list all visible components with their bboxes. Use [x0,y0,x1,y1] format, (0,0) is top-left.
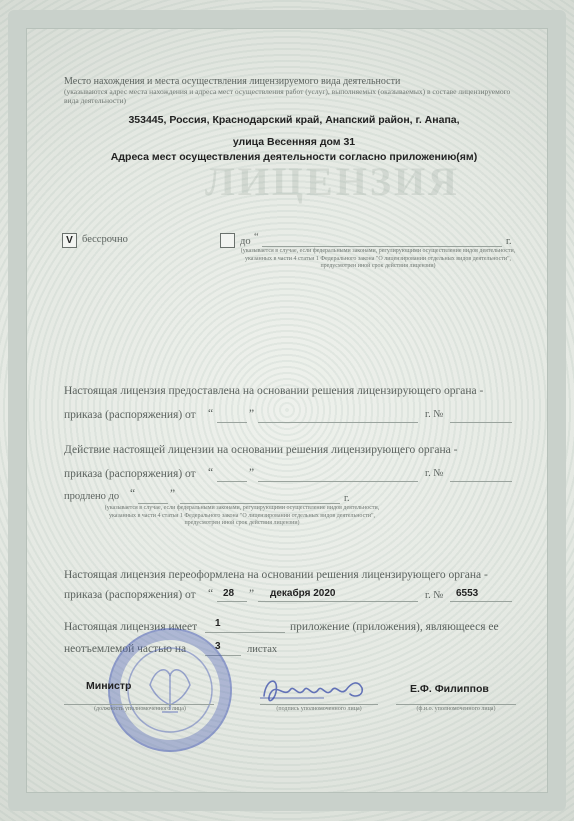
reissue-quote-open: “ [208,588,214,600]
reissue-day-line [217,601,247,602]
indefinite-label: бессрочно [82,234,128,245]
grant-number-line [450,422,512,423]
address-line-1: 353445, Россия, Краснодарский край, Анапский район, г. Анапа, [128,114,460,126]
appendix-line-start: Настоящая лицензия имеет [64,621,198,633]
until-quote: “ [254,232,259,243]
location-title-text: Место нахождения и места осуществления лицензируемого вида деятельности [64,76,401,87]
validity-quote-close: ” [249,467,255,479]
extended-month-line [180,503,340,504]
until-year-suffix: г. [506,236,512,247]
address-line-2: улица Весенняя дом 31 [232,136,356,148]
until-label: до [240,236,251,247]
grant-quote-open: “ [208,408,214,420]
grant-year-no: г. № [425,409,444,420]
reissue-number: 6553 [456,588,479,599]
name-line [396,704,516,705]
extended-year-suffix: г. [344,493,350,504]
reissue-no-label: г. № [425,590,444,601]
validity-line-1: Действие настоящей лицензии на основании решения лицензирующего органа - [64,444,458,456]
reissue-day: 28 [223,588,235,599]
signer-position: Министр [86,680,132,692]
name-caption: (ф.и.о. уполномоченного лица) [416,706,496,712]
validity-year-no: г. № [425,468,444,479]
signature-caption: (подпись уполномоченного лица) [276,706,362,712]
validity-month-line [258,481,418,482]
reissue-month-year: декабря 2020 [270,588,336,599]
extended-day-line [138,503,168,504]
indefinite-checkbox[interactable]: V [62,233,77,248]
location-title [64,76,524,87]
grant-quote-close: ” [249,408,255,420]
extended-label: продлено до [64,491,120,502]
until-checkbox[interactable] [220,233,235,248]
reissue-number-line [450,601,512,602]
grant-line-1: Настоящая лицензия предоставлена на основании решения лицензирующего органа - [64,385,484,397]
position-caption: (должность уполномоченного лица) [94,706,186,712]
appendix-line-2-start: неотъемлемой частью на [64,643,187,655]
signer-name: Е.Ф. Филиппов [410,683,489,695]
show-through-heading: ЛИЦЕНЗИЯ [205,159,460,204]
appendix-pages-label: листах [247,644,278,655]
validity-number-line [450,481,512,482]
grant-order-label: приказа (распоряжения) от [64,409,196,421]
reissue-line-1: Настоящая лицензия переоформлена на основании решения лицензирующего органа - [64,569,488,581]
address-line-3: Адреса мест осуществления деятельности согласно приложению(ям) [110,151,478,163]
validity-order-label: приказа (распоряжения) от [64,468,196,480]
extended-quote-open: “ [130,488,136,500]
validity-note: (указывается в случае, если федеральными законами, регулирующими осуществление видов деятельности, указанных в части 4 статьи 1 Федерального закона "О лицензировании отдельных видов деятельности", предусмотрен иной срок действия лицензии) [104,505,380,526]
until-date-line [262,246,502,247]
grant-day-line [217,422,247,423]
validity-day-line [217,481,247,482]
signature-line [260,704,378,705]
appendix-line-end: приложение (приложения), являющееся ее [290,621,499,633]
extended-quote-close: ” [170,488,176,500]
position-line [64,704,214,705]
reissue-order-label: приказа (распоряжения) от [64,589,196,601]
grant-month-line [258,422,418,423]
validity-quote-open: “ [208,467,214,479]
appendix-pages: 3 [215,641,221,652]
reissue-quote-close: ” [249,588,255,600]
appendix-count: 1 [215,618,221,629]
location-note: (указываются адрес места нахождения и адреса мест осуществления работ (услуг), выполняемых (оказываемых) в составе лицензируемого вида деятельности) [64,87,511,105]
term-note: (указывается в случае, если федеральными законами, регулирующими осуществление видов деятельности, указанных в части 4 статьи 1 Федерального закона "О лицензировании отдельных видов деятельности", предусмотрен иной срок действия лицензии) [240,248,516,269]
reissue-month-line [258,601,418,602]
